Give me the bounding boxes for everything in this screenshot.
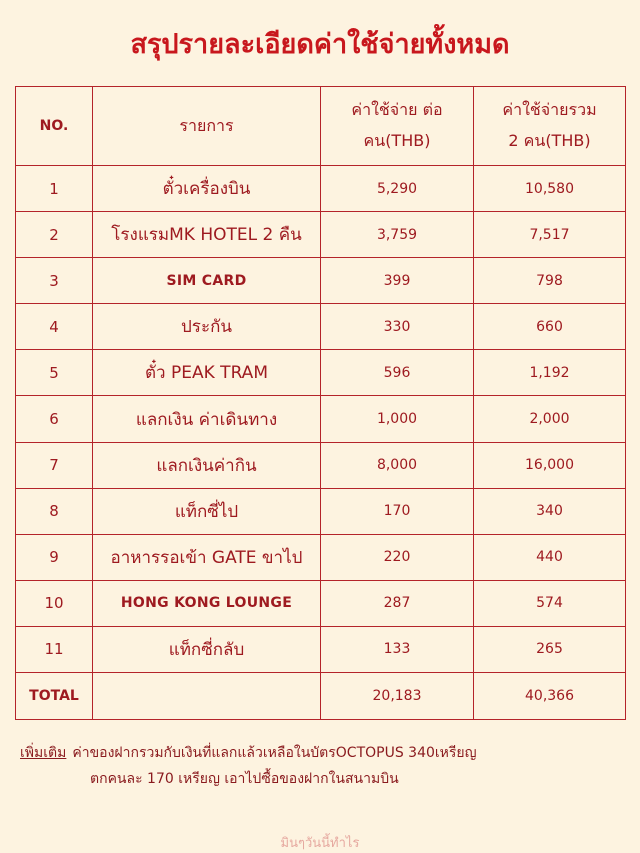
row-item: ตั๋ว PEAK TRAM: [93, 350, 321, 396]
row-total-two: 16,000: [474, 442, 626, 488]
page-title: สรุปรายละเอียดค่าใช้จ่ายทั้งหมด: [130, 29, 510, 60]
row-no: 2: [16, 212, 93, 258]
header-no: NO.: [16, 87, 93, 166]
total-two-persons: 40,366: [474, 673, 626, 720]
row-no: 9: [16, 534, 93, 580]
total-row: [16, 673, 626, 720]
table-row: [16, 580, 626, 626]
row-item: แท็กซี่กลับ: [93, 626, 321, 672]
header-per-person: [321, 87, 474, 166]
row-per-person: 8,000: [321, 442, 474, 488]
row-per-person: 1,000: [321, 396, 474, 442]
row-total-two: 2,000: [474, 396, 626, 442]
row-no: 7: [16, 442, 93, 488]
row-total-two: 660: [474, 304, 626, 350]
table-row: [16, 350, 626, 396]
table-row: [16, 488, 626, 534]
row-per-person: 596: [321, 350, 474, 396]
row-total-two: 340: [474, 488, 626, 534]
row-item: แท็กซี่ไป: [93, 488, 321, 534]
total-label: TOTAL: [16, 673, 93, 720]
table-row: [16, 166, 626, 212]
row-per-person: 287: [321, 580, 474, 626]
row-total-two: 440: [474, 534, 626, 580]
header-per-person-line2: คน(THB): [363, 131, 431, 150]
header-total-line2: 2 คน(THB): [508, 131, 591, 150]
row-no: 5: [16, 350, 93, 396]
row-total-two: 1,192: [474, 350, 626, 396]
note-text-1: ค่าของฝากรวมกับเงินที่แลกแล้วเหลือในบัตรOCTOPUS 340เหรียญ: [72, 745, 477, 761]
row-per-person: 3,759: [321, 212, 474, 258]
table-row: [16, 442, 626, 488]
row-no: 4: [16, 304, 93, 350]
row-no: 1: [16, 166, 93, 212]
row-total-two: 10,580: [474, 166, 626, 212]
total-item-empty: [93, 673, 321, 720]
table-row: [16, 626, 626, 672]
row-no: 8: [16, 488, 93, 534]
row-total-two: 798: [474, 258, 626, 304]
row-total-two: 574: [474, 580, 626, 626]
row-total-two: 7,517: [474, 212, 626, 258]
header-item: รายการ: [93, 87, 321, 166]
row-per-person: 330: [321, 304, 474, 350]
row-item: HONG KONG LOUNGE: [93, 580, 321, 626]
expense-table: [15, 86, 626, 720]
row-per-person: 399: [321, 258, 474, 304]
total-per-person: 20,183: [321, 673, 474, 720]
row-no: 6: [16, 396, 93, 442]
row-item: ประกัน: [93, 304, 321, 350]
table-row: [16, 258, 626, 304]
table-row: [16, 396, 626, 442]
row-no: 10: [16, 580, 93, 626]
row-no: 11: [16, 626, 93, 672]
row-per-person: 133: [321, 626, 474, 672]
table-header-row: [16, 87, 626, 166]
row-no: 3: [16, 258, 93, 304]
note-line-2: ตกคนละ 170 เหรียญ เอาไปซื้อของฝากในสนามบิน: [90, 771, 399, 787]
row-per-person: 5,290: [321, 166, 474, 212]
header-per-person-line1: ค่าใช้จ่าย ต่อ: [351, 100, 443, 119]
additional-note: [20, 740, 620, 792]
row-per-person: 220: [321, 534, 474, 580]
row-item: แลกเงินค่ากิน: [93, 442, 321, 488]
row-item: โรงแรมMK HOTEL 2 คืน: [93, 212, 321, 258]
note-label: เพิ่มเติม: [20, 745, 67, 761]
row-total-two: 265: [474, 626, 626, 672]
table-row: [16, 212, 626, 258]
table-row: [16, 534, 626, 580]
row-per-person: 170: [321, 488, 474, 534]
footer-watermark: มินๆวันนี้ทำไร: [280, 836, 360, 851]
note-line-1: [20, 740, 620, 766]
row-item: SIM CARD: [93, 258, 321, 304]
row-item: ตั๋วเครื่องบิน: [93, 166, 321, 212]
table-row: [16, 304, 626, 350]
header-total: [474, 87, 626, 166]
row-item: แลกเงิน ค่าเดินทาง: [93, 396, 321, 442]
header-total-line1: ค่าใช้จ่ายรวม: [502, 100, 597, 119]
row-item: อาหารรอเข้า GATE ขาไป: [93, 534, 321, 580]
